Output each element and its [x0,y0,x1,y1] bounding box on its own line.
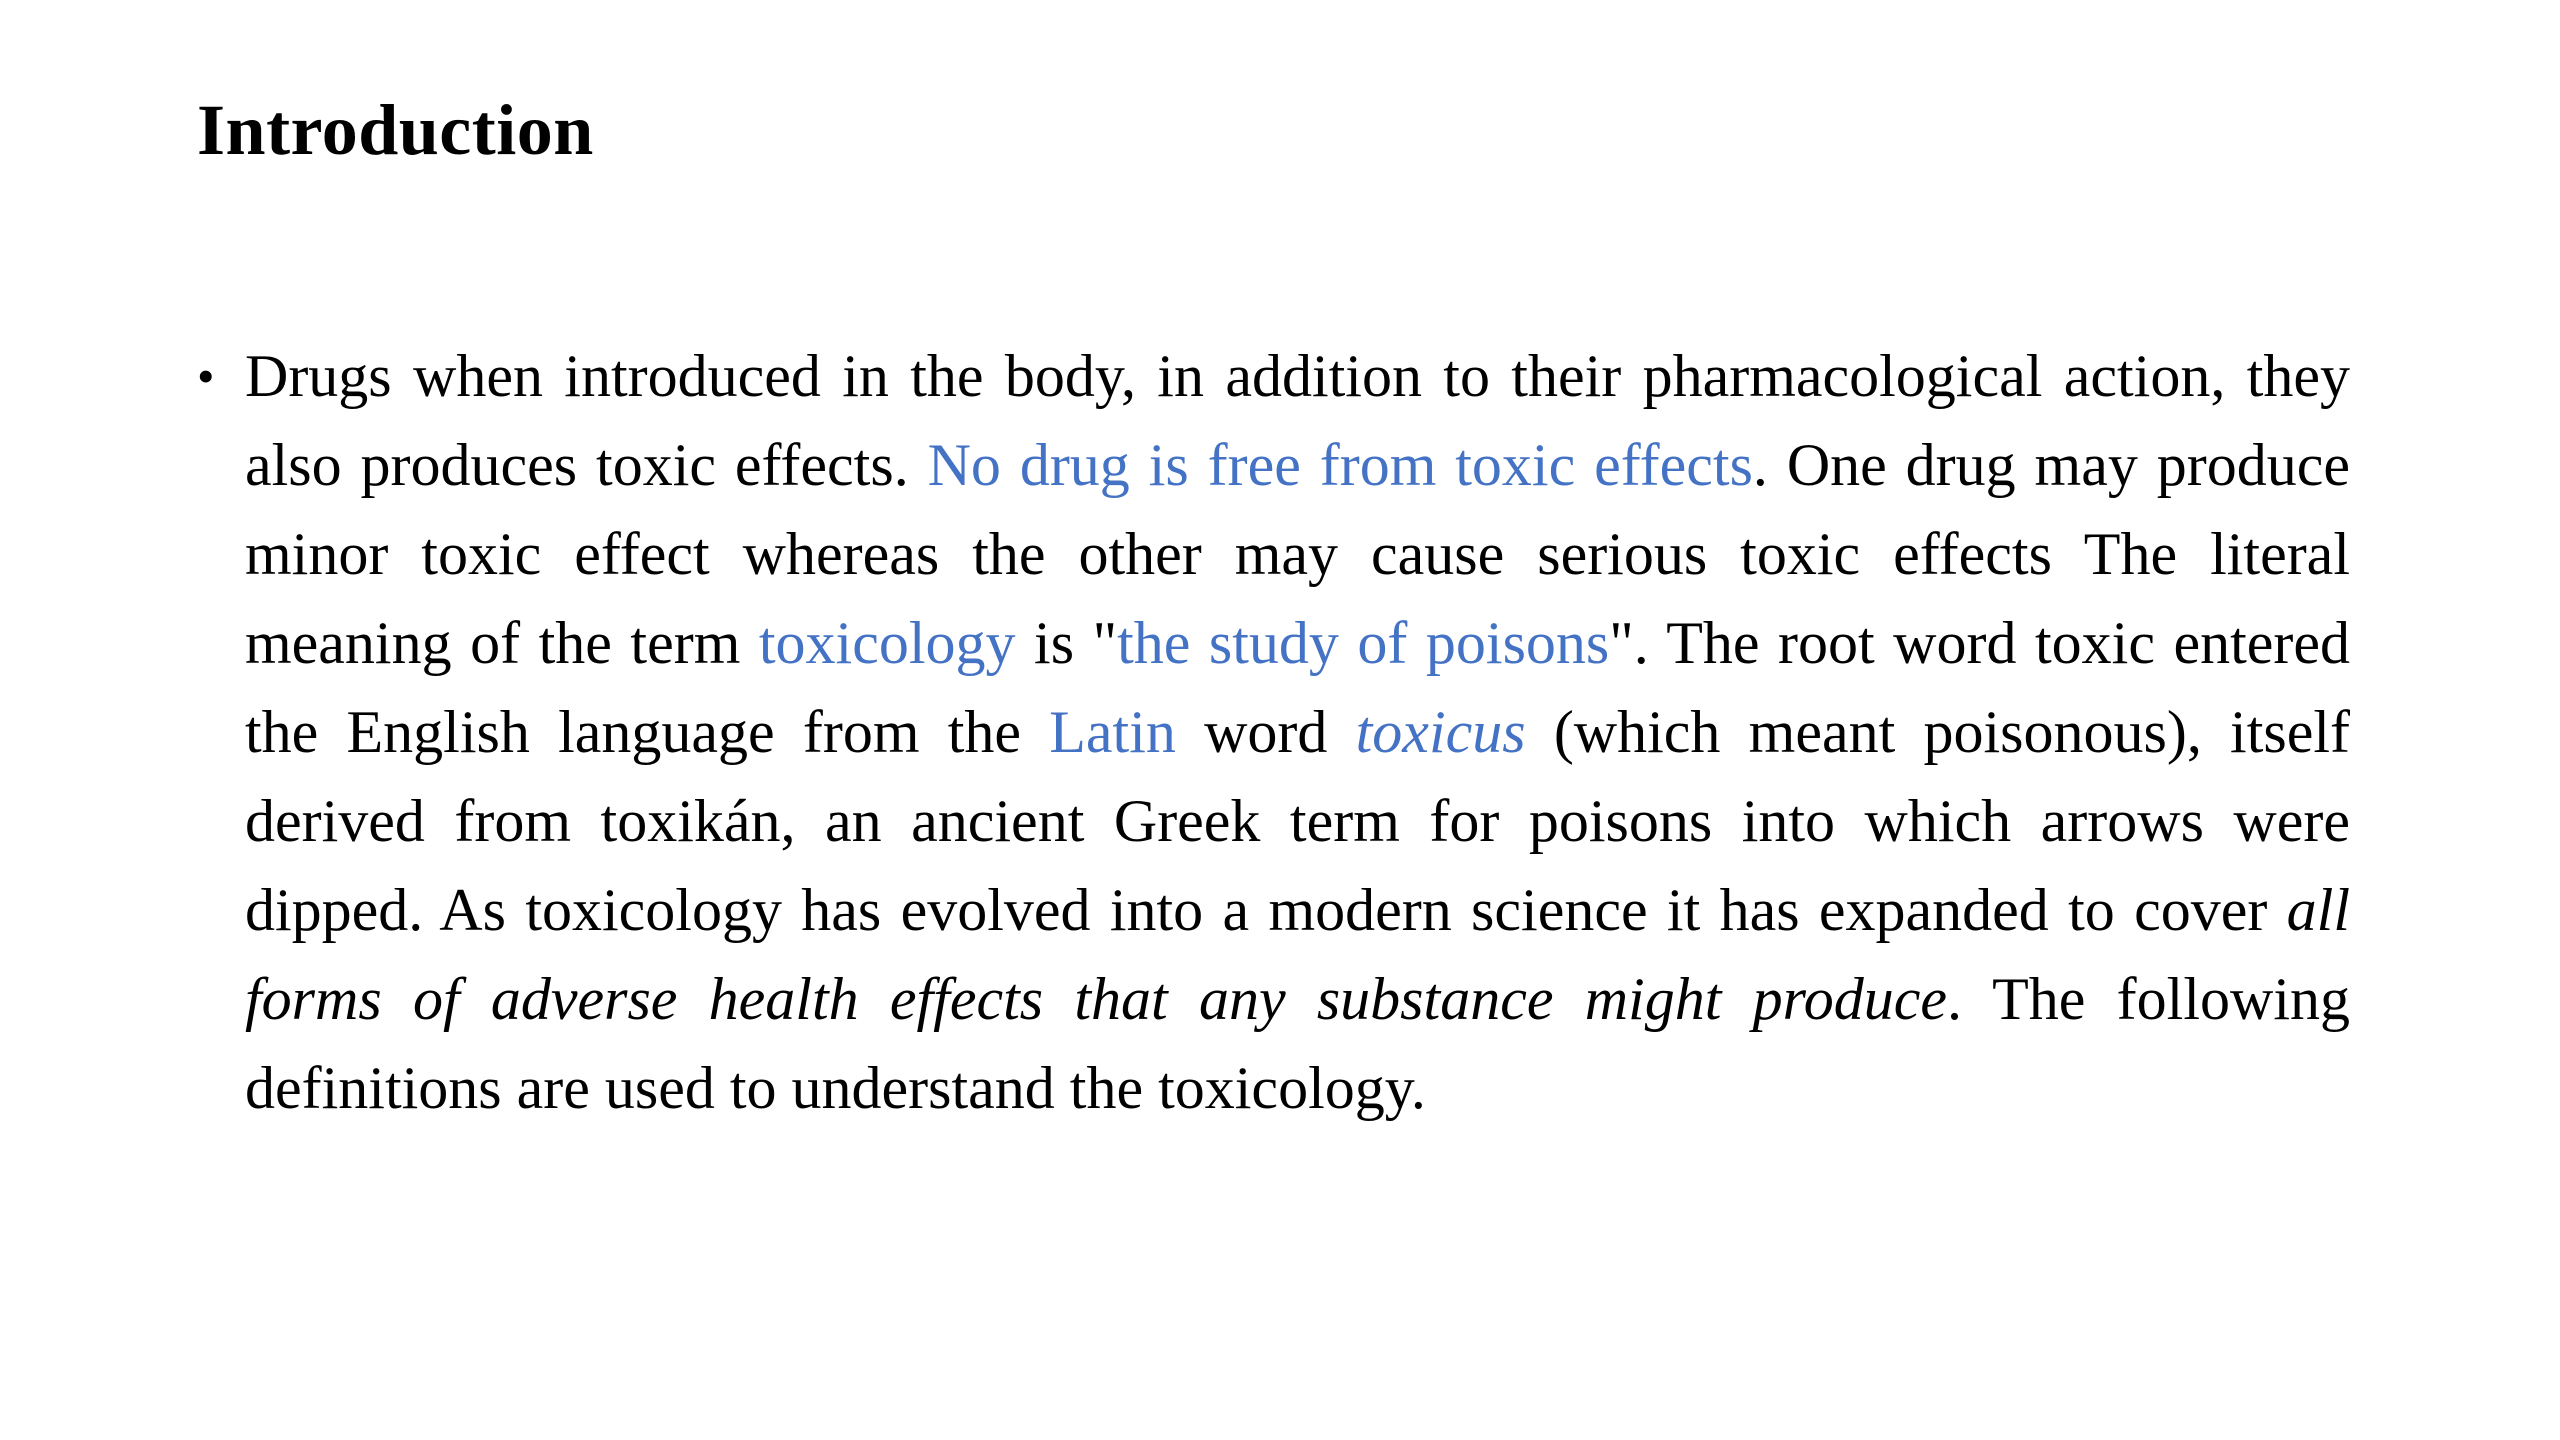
text-segment: (which meant poisonous), itself derived from toxikán, an ancient Greek term for poisons into which arrows were dipped. As toxicology has evolved into a modern science it has expanded to cover [245,699,2351,943]
text-segment: word [1175,699,1356,765]
text-segment: ". The root word toxic entered the English language from the [245,610,2351,765]
page-title: Introduction [197,90,594,170]
link-study-of-poisons[interactable]: the study of poisons [1117,610,1610,676]
text-segment: . The following definitions are used to understand the toxicology. [245,966,2350,1121]
link-no-drug-free[interactable]: No drug is free from toxic effects [927,432,1753,498]
bullet-icon: • [197,348,215,404]
text-segment: . One drug may produce minor toxic effect whereas the other may cause serious toxic effects The literal meaning of the term [245,432,2350,676]
text-segment: Drugs when introduced in the body, in addition to their pharmacological action, they also produces toxic effects. [245,343,2350,498]
italic-emphasis: all forms of adverse health effects that any substance might produce [245,877,2350,1032]
link-toxicology[interactable]: toxicology [758,610,1016,676]
link-toxicus[interactable]: toxicus [1355,699,1526,765]
link-latin[interactable]: Latin [1049,699,1176,765]
list-item [197,332,2350,1133]
bullet-list [197,332,2350,1133]
text-segment: is " [1015,610,1118,676]
